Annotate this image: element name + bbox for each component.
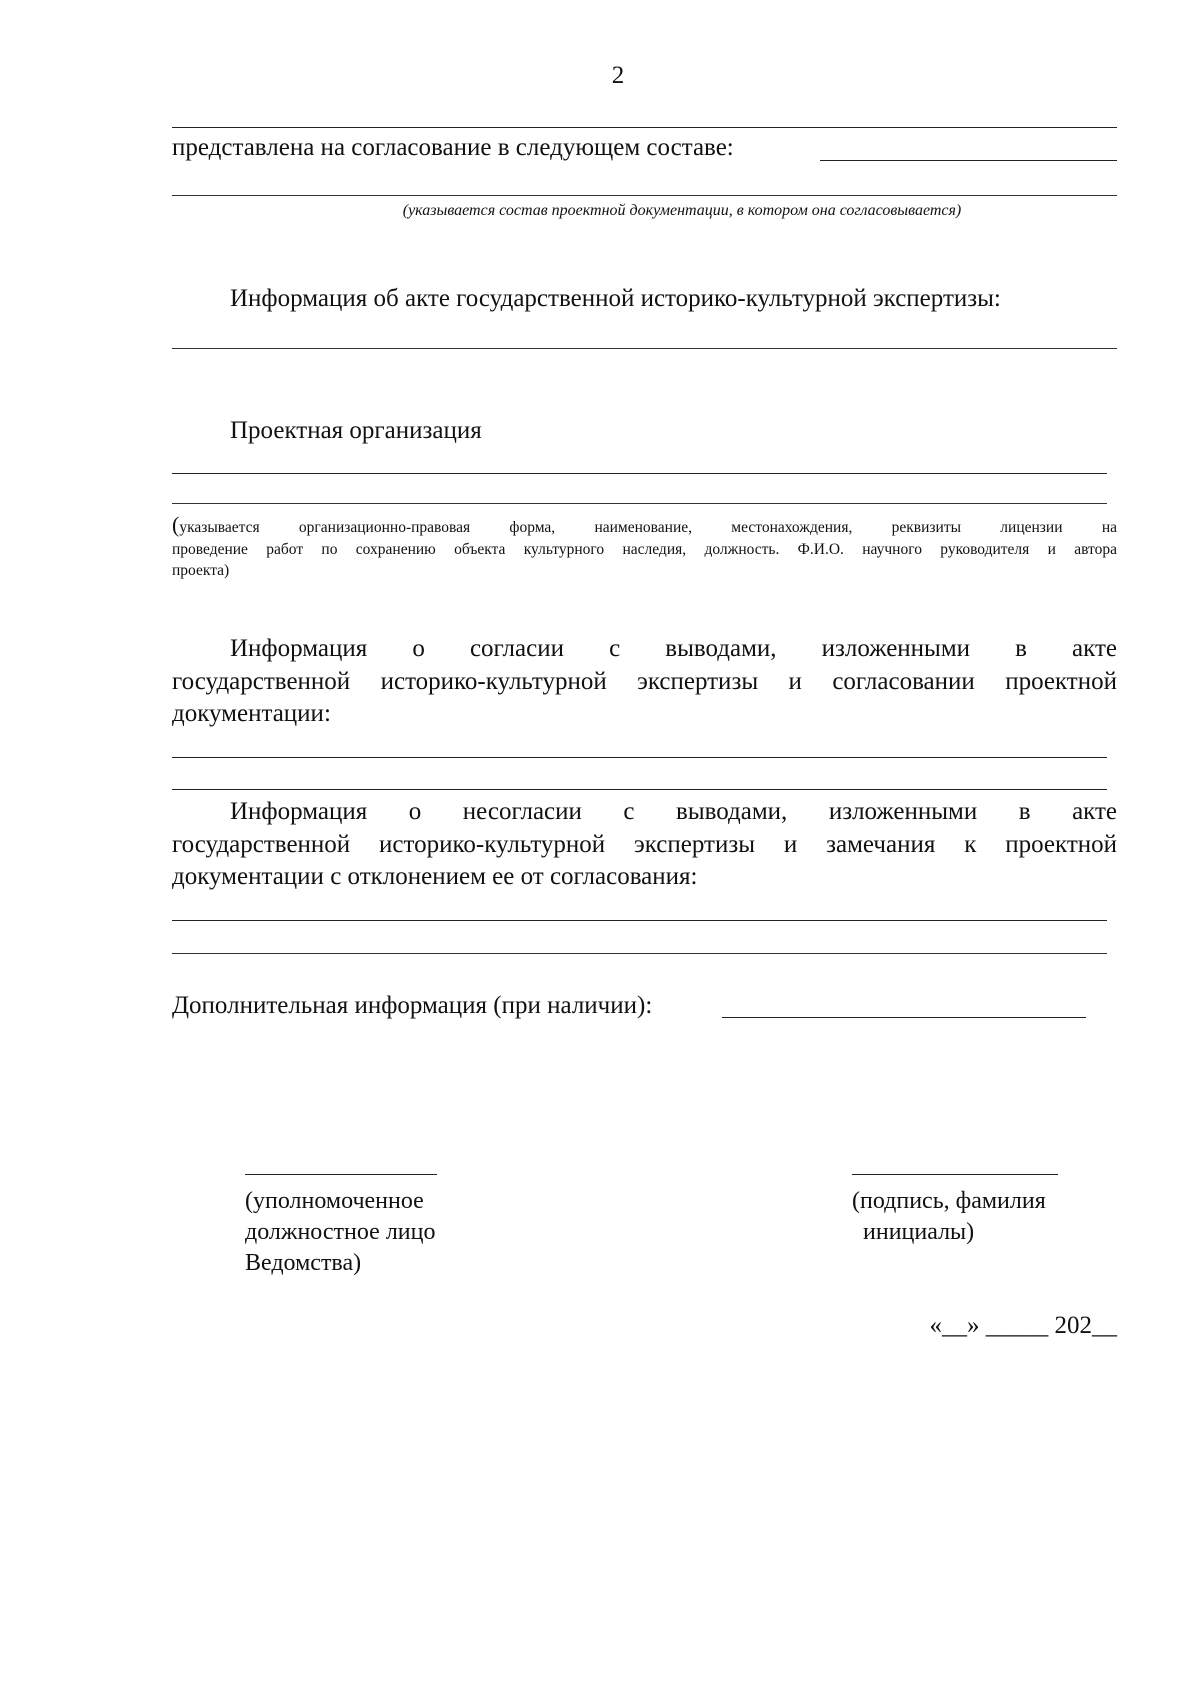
signature-left-line-3: Ведомства) [245,1250,362,1276]
project-org-rule-2 [172,503,1107,504]
project-org-note-line-1: (указывается организационно-правовая форма, наименование, местонахождения, реквизиты лицензии на [172,512,1117,537]
page-number: 2 [611,62,625,89]
date-line: «__» _____ 202__ [929,1312,1117,1339]
disagreement-rule-2 [172,953,1107,954]
additional-info-fill-line [722,1017,1086,1018]
signature-right-line-1: (подпись, фамилия [852,1188,1046,1214]
agreement-paragraph [172,633,1117,731]
signature-left-caption [245,1186,436,1279]
disagreement-line-3: документации с отклонением ее от согласования: [172,863,698,890]
composition-fill-line [820,160,1117,161]
expertise-info-label: Информация об акте государственной историко-культурной экспертизы: [230,285,1001,312]
disagreement-rule-1 [172,920,1107,921]
project-org-note-line-3: проекта) [172,562,230,579]
disagreement-paragraph [172,796,1117,894]
signature-right-line-2: инициалы) [863,1219,975,1245]
expertise-info-rule [172,348,1117,349]
project-org-note [172,514,1117,582]
composition-rule [172,195,1117,196]
agreement-rule-2 [172,789,1107,790]
project-org-rule-1 [172,473,1107,474]
signature-left-line-2: должностное лицо [245,1219,436,1245]
agreement-line-2: государственной историко-культурной экспертизы и согласовании проектной [172,667,1117,695]
agreement-line-1: Информация о согласии с выводами, изложенными в акте [230,635,1117,662]
agreement-line-3: документации: [172,700,331,727]
disagreement-line-1: Информация о несогласии с выводами, изложенными в акте [230,798,1117,825]
signature-left-line-1: (уполномоченное [245,1188,424,1214]
project-org-note-line-2: проведение работ по сохранению объекта культурного наследия, должность. Ф.И.О. научного руководителя и автора [172,540,1117,558]
agreement-rule-1 [172,757,1107,758]
top-rule [172,127,1117,128]
additional-info-label: Дополнительная информация (при наличии): [172,992,653,1019]
signature-right-caption [852,1186,1046,1248]
signature-right-line [852,1174,1058,1175]
composition-note: (указывается состав проектной документации, в котором она согласовывается) [402,202,962,219]
composition-label: представлена на согласование в следующем составе: [172,134,734,161]
disagreement-line-2: государственной историко-культурной экспертизы и замечания к проектной [172,830,1117,858]
signature-left-line [245,1174,437,1175]
project-org-label: Проектная организация [230,417,482,444]
